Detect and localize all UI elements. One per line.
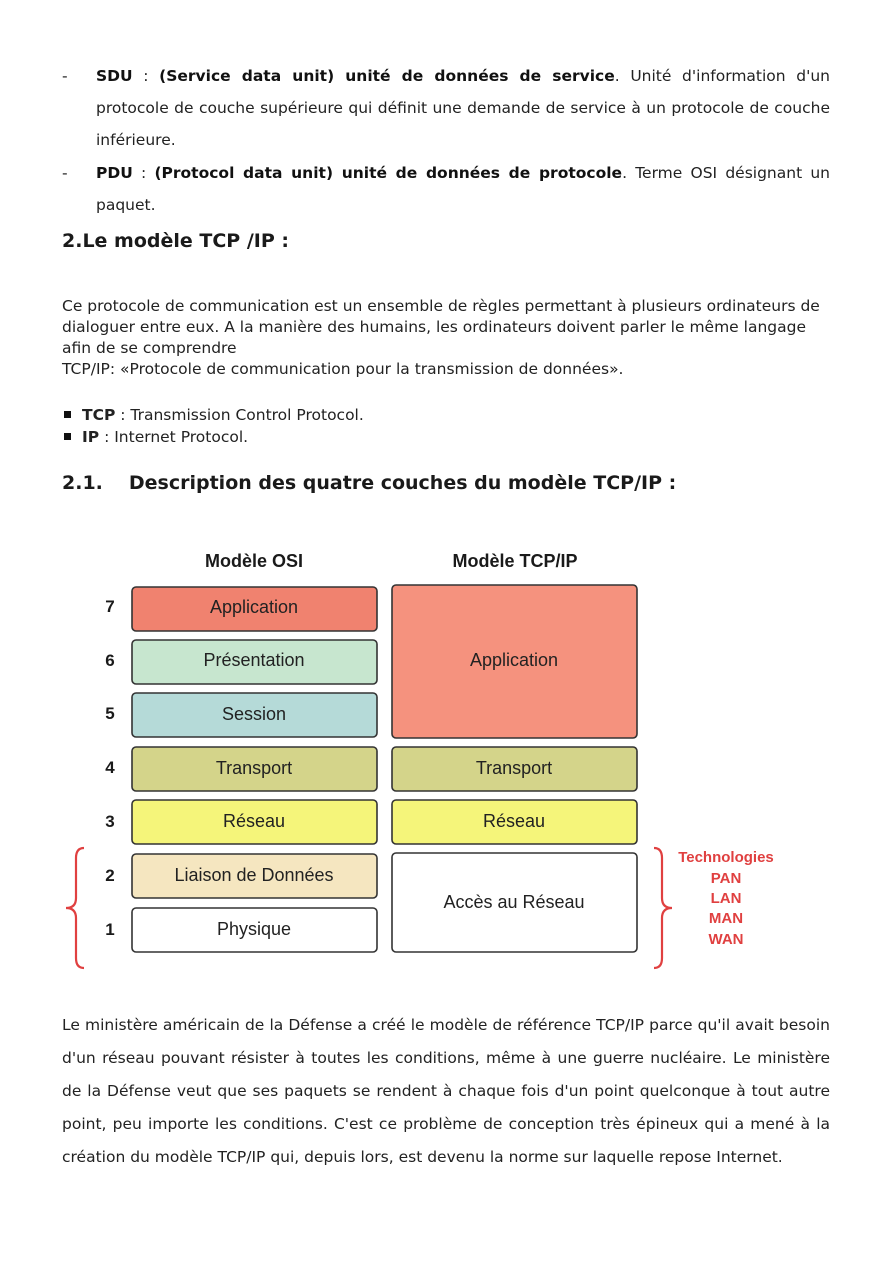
layer-label: Application: [209, 597, 299, 617]
bullet-item-tcp: [62, 404, 364, 426]
intro-paragraph: [62, 296, 830, 380]
section-2-heading: 2.Le modèle TCP /IP :: [62, 230, 289, 252]
osi-layer-5: [105, 693, 377, 737]
layer-number: 7: [105, 597, 115, 616]
bullet-text: : Internet Protocol.: [99, 428, 249, 446]
layer-label: Accès au Réseau: [443, 892, 585, 912]
tcpip-layer-reseau: [392, 800, 637, 844]
layer-label: Transport: [475, 758, 553, 778]
tcpip-layer-transport: [392, 747, 637, 791]
osi-layer-6: [105, 640, 377, 684]
closing-paragraph: Le ministère américain de la Défense a créé le modèle de référence TCP/IP parce qu'il avait besoin d'un réseau pouvant résister à toutes les conditions, même à une guerre nucléaire. Le ministère de la Défense veut que ses paquets se rendent à chaque fois d'un point quelconque à tout autre point, peu importe les conditions. C'est ce problème de conception très épineux qui a mené à la création du modèle TCP/IP qui, depuis lors, est devenu la norme sur laquelle repose Internet.: [62, 1016, 830, 1166]
layer-number: 6: [105, 651, 115, 670]
osi-layer-7: [105, 587, 377, 631]
tcpip-model-title: Modèle TCP/IP: [452, 551, 578, 571]
osi-layer-3: [105, 800, 377, 844]
bullet-item-ip: [62, 426, 364, 448]
layer-label: Liaison de Données: [174, 865, 334, 885]
square-bullet-icon: [64, 411, 71, 418]
tcpip-layer-acces-reseau: [392, 853, 637, 952]
osi-layer-4: [105, 747, 377, 791]
section-title: Description des quatre couches du modèle TCP/IP :: [128, 472, 677, 494]
tcpip-layer-application: [392, 585, 637, 738]
osi-tcpip-diagram: [0, 540, 893, 980]
definition-pdu: [62, 157, 830, 221]
layer-label: Transport: [215, 758, 293, 778]
definition-sdu: [62, 60, 830, 156]
osi-model-title: Modèle OSI: [204, 551, 304, 571]
pdu-definition-text: . Terme OSI désignant un paquet.: [96, 164, 830, 214]
layer-label: Réseau: [482, 811, 546, 831]
bullet-term: TCP: [82, 406, 116, 424]
technologies-title: Technologies: [678, 849, 774, 866]
square-bullet-icon: [64, 433, 71, 440]
technology-item: WAN: [708, 931, 744, 948]
sdu-definition-bold: (Service data unit) unité de données de service: [159, 67, 615, 85]
intro-line: dialoguer entre eux. A la manière des humains, les ordinateurs doivent parler le même langage: [62, 318, 806, 336]
left-brace-icon: [66, 848, 84, 968]
sdu-definition-text: . Unité d'information d'un protocole de couche supérieure qui définit une demande de service à un protocole de couche inférieure.: [96, 67, 830, 149]
layer-number: 3: [105, 812, 115, 831]
bullet-text: : Transmission Control Protocol.: [115, 406, 364, 424]
technologies-list: [678, 849, 774, 948]
term-sdu: SDU: [96, 67, 133, 85]
layer-label: Présentation: [203, 650, 305, 670]
technology-item: LAN: [710, 890, 742, 907]
term-separator: :: [132, 164, 155, 182]
bullet-term: IP: [82, 428, 100, 446]
layer-number: 2: [105, 866, 115, 885]
layer-label: Session: [221, 704, 287, 724]
term-pdu: PDU: [96, 164, 133, 182]
dash-marker: -: [62, 67, 68, 85]
osi-layer-2: [105, 854, 377, 898]
layer-label: Physique: [216, 919, 292, 939]
layer-number: 1: [105, 920, 115, 939]
right-brace-icon: [654, 848, 672, 968]
section-2-1-heading: [62, 472, 676, 494]
protocol-bullet-list: [62, 404, 364, 448]
osi-layer-1: [105, 908, 377, 952]
layer-label: Réseau: [222, 811, 286, 831]
intro-line: Ce protocole de communication est un ensemble de règles permettant à plusieurs ordinateurs de: [62, 297, 820, 315]
dash-marker: -: [62, 164, 68, 182]
pdu-definition-bold: (Protocol data unit) unité de données de protocole: [154, 164, 623, 182]
intro-line: TCP/IP: «Protocole de communication pour la transmission de données».: [62, 360, 624, 378]
technology-item: PAN: [710, 870, 742, 887]
layer-number: 4: [105, 758, 115, 777]
layer-number: 5: [105, 704, 115, 723]
intro-line: afin de se comprendre: [62, 339, 237, 357]
section-number: 2.1.: [62, 472, 103, 494]
technology-item: MAN: [708, 910, 744, 927]
layer-label: Application: [469, 650, 559, 670]
term-separator: :: [132, 67, 160, 85]
